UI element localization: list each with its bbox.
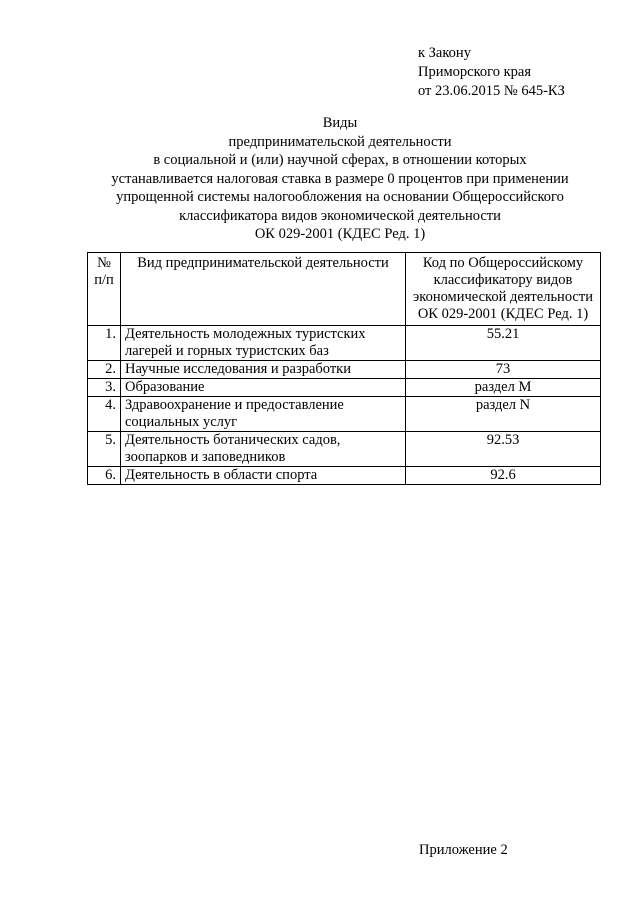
title-line: Виды xyxy=(322,115,358,131)
title-line: предпринимательской деятельности xyxy=(228,133,452,150)
row-num: 1. xyxy=(88,326,121,361)
row-num: 2. xyxy=(88,361,121,379)
row-name xyxy=(121,467,406,485)
row-name xyxy=(121,397,406,432)
title-line: в социальной и (или) научной сферах, в отношении которых xyxy=(153,152,527,168)
row-code: раздел N xyxy=(406,397,601,432)
row-name-line: Образование xyxy=(125,379,205,395)
header-num xyxy=(88,253,121,326)
title-line: ОК 029-2001 (КДЕС Ред. 1) xyxy=(254,226,426,242)
header-code-line: ОК 029-2001 (КДЕС Ред. 1) xyxy=(417,306,589,322)
row-name-line: Деятельность ботанических садов, xyxy=(125,432,341,448)
header-code xyxy=(406,253,601,326)
row-code: 92.6 xyxy=(406,467,601,485)
row-name-line: Деятельность в области спорта xyxy=(125,467,318,483)
row-name-line: лагерей и горных туристских баз xyxy=(125,343,329,359)
header-num-line: п/п xyxy=(94,272,114,288)
table-row xyxy=(88,361,601,379)
law-reference xyxy=(418,44,565,101)
row-name-line: зоопарков и заповедников xyxy=(125,449,286,465)
row-name-line: Деятельность молодежных туристских xyxy=(125,326,366,342)
row-name-line: Научные исследования и разработки xyxy=(125,361,351,377)
row-code: 73 xyxy=(406,361,601,379)
table-row xyxy=(88,397,601,432)
row-name xyxy=(121,326,406,361)
header-code-line: экономической деятельности xyxy=(413,289,593,305)
row-num: 5. xyxy=(88,432,121,467)
law-reference-line: от 23.06.2015 № 645-КЗ xyxy=(418,83,565,99)
document-title xyxy=(90,114,590,244)
appendix-label: Приложение 2 xyxy=(419,842,508,858)
law-reference-line: Приморского края xyxy=(418,64,532,80)
header-name: Вид предпринимательской деятельности xyxy=(121,253,406,326)
row-name xyxy=(121,432,406,467)
table-row xyxy=(88,432,601,467)
table-header-row xyxy=(88,253,601,326)
row-name xyxy=(121,379,406,397)
title-line: классификатора видов экономической деятельности xyxy=(179,207,501,224)
row-num: 4. xyxy=(88,397,121,432)
row-name xyxy=(121,361,406,379)
row-num: 6. xyxy=(88,467,121,485)
title-line: устанавливается налоговая ставка в размере 0 процентов при применении xyxy=(111,170,569,187)
title-line: упрощенной системы налогообложения на основании Общероссийского xyxy=(116,189,564,205)
row-name-line: социальных услуг xyxy=(125,414,238,430)
law-reference-line: к Закону xyxy=(418,45,471,61)
table-row xyxy=(88,467,601,485)
row-name-line: Здравоохранение и предоставление xyxy=(125,397,344,413)
row-code: 92.53 xyxy=(406,432,601,467)
header-num-line: № xyxy=(97,255,111,271)
header-code-line: Код по Общероссийскому xyxy=(422,255,584,271)
activities-table xyxy=(87,252,601,485)
row-code: раздел M xyxy=(406,379,601,397)
row-num: 3. xyxy=(88,379,121,397)
table-row xyxy=(88,326,601,361)
header-code-line: классификатору видов xyxy=(433,272,573,288)
table-row xyxy=(88,379,601,397)
row-code: 55.21 xyxy=(406,326,601,361)
